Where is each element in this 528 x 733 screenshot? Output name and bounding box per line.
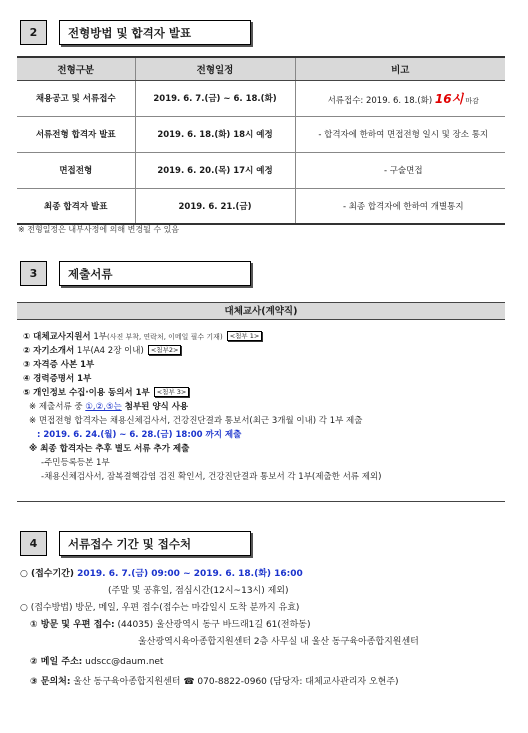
list-item [23, 330, 499, 344]
note-text: ※ 제출서류 중 [29, 402, 86, 412]
submission-date: : 2019. 6. 24.(월) ~ 6. 28.(금) 18:00 까지 제출 [37, 430, 242, 440]
attachment-tag: <첨부2> [148, 345, 182, 355]
period-value: 2019. 6. 7.(금) 09:00 ~ 2019. 6. 18.(화) 16:00 [74, 569, 303, 579]
period-line [20, 566, 510, 583]
note-line: ※ 최종 합격자는 추후 별도 서류 추가 제출 [29, 444, 190, 454]
submission-info [20, 566, 510, 691]
section-number: 3 [20, 261, 47, 286]
attachment-tag: <첨부 3> [154, 387, 190, 397]
date-cell: 2019. 6. 20.(목) 17시 예정 [135, 152, 295, 188]
table-row [17, 80, 505, 116]
section-title: 전형방법 및 합격자 발표 [59, 20, 251, 45]
note-subitem: -주민등록등본 1부 [41, 458, 110, 468]
item-label: ② 자기소개서 [23, 346, 75, 356]
column-header: 전형일정 [135, 57, 295, 80]
visit-subnote: 울산광역시육아종합지원센터 2층 사무실 내 울산 동구육아종합지원센터 [138, 637, 419, 647]
section-title: 서류접수 기간 및 접수처 [59, 531, 251, 556]
list-item [23, 344, 499, 358]
documents-list [17, 320, 505, 502]
contact-value: 울산 동구육아종합지원센터 ☎ 070-8822-0960 (담당자: 대체교사관리자 오현주) [70, 677, 399, 687]
date-cell: 2019. 6. 21.(금) [135, 188, 295, 224]
table-row [17, 152, 505, 188]
attachment-tag: <첨부 1> [227, 331, 263, 341]
note-line [23, 400, 499, 414]
section-3-header [20, 261, 251, 286]
mail-address[interactable]: udscc@daum.net [82, 657, 164, 667]
period-subnote: (주말 및 공휴일, 점심시간(12시~13시) 제외) [108, 586, 289, 596]
mail-line [20, 654, 510, 671]
list-item: ④ 경력증명서 1부 [23, 374, 92, 384]
stage-cell: 채용공고 및 서류접수 [17, 80, 135, 116]
note-text: 첨부된 양식 사용 [121, 402, 189, 412]
note-highlight: ①,②,⑤는 [85, 402, 122, 412]
method-line: ○ (접수방법) 방문, 메일, 우편 접수(접수는 마감일시 도착 분까지 유효) [20, 603, 300, 613]
date-cell: 2019. 6. 7.(금) ~ 6. 18.(화) [135, 80, 295, 116]
table-row [17, 116, 505, 152]
item-label: ① 대체교사지원서 [23, 332, 91, 342]
note-cell: - 합격자에 한하여 면접전형 일시 및 장소 통지 [295, 116, 505, 152]
note-cell: - 최종 합격자에 한하여 개별통지 [295, 188, 505, 224]
visit-label: ① 방문 및 우편 접수: [30, 620, 115, 630]
visit-line [20, 617, 510, 634]
documents-box [17, 302, 505, 502]
table-header-row [17, 57, 505, 80]
item-qty: 1부 [90, 332, 107, 342]
section-4-header [20, 531, 251, 556]
contact-line [20, 674, 510, 691]
schedule-table [17, 56, 505, 225]
date-cell: 2019. 6. 18.(화) 18시 예정 [135, 116, 295, 152]
stage-cell: 면접전형 [17, 152, 135, 188]
section-number: 4 [20, 531, 47, 556]
list-item [23, 386, 499, 400]
stage-cell: 최종 합격자 발표 [17, 188, 135, 224]
item-note: (사진 부착, 연락처, 이메일 필수 기재) [106, 333, 223, 341]
section-title: 제출서류 [59, 261, 251, 286]
schedule-footnote: ※ 전형일정은 내부사정에 의해 변경될 수 있음 [18, 225, 180, 234]
note-text: 서류접수: 2019. 6. 18.(화) [327, 95, 435, 106]
deadline-highlight: 16시 [434, 91, 464, 106]
note-suffix: 마감 [463, 96, 479, 105]
mail-label: ② 메일 주소: [30, 657, 83, 667]
contact-label: ③ 문의처: [30, 677, 71, 687]
note-subitem: -채용신체검사서, 잠복결핵감염 검진 확인서, 건강진단결과 통보서 각 1부(제출한 서류 제외) [41, 472, 382, 482]
item-label: ⑤ 개인정보 수집·이용 동의서 1부 [23, 388, 150, 398]
column-header: 전형구분 [17, 57, 135, 80]
item-qty: 1부(A4 2장 이내) [74, 346, 144, 356]
section-2-header [20, 20, 251, 45]
stage-cell: 서류전형 합격자 발표 [17, 116, 135, 152]
list-item: ③ 자격증 사본 1부 [23, 360, 95, 370]
table-row [17, 188, 505, 224]
note-line: ※ 면접전형 합격자는 채용신체검사서, 건강진단결과 통보서(최근 3개월 이내) 각 1부 제출 [29, 416, 363, 426]
section-number: 2 [20, 20, 47, 45]
column-header: 비고 [295, 57, 505, 80]
period-label: ○ (접수기간) [20, 569, 74, 579]
note-cell: - 구술면접 [295, 152, 505, 188]
documents-box-title: 대체교사(계약직) [17, 302, 505, 320]
visit-address: (44035) 울산광역시 동구 바드래1길 61(전하동) [114, 620, 311, 630]
note-cell [295, 80, 505, 116]
